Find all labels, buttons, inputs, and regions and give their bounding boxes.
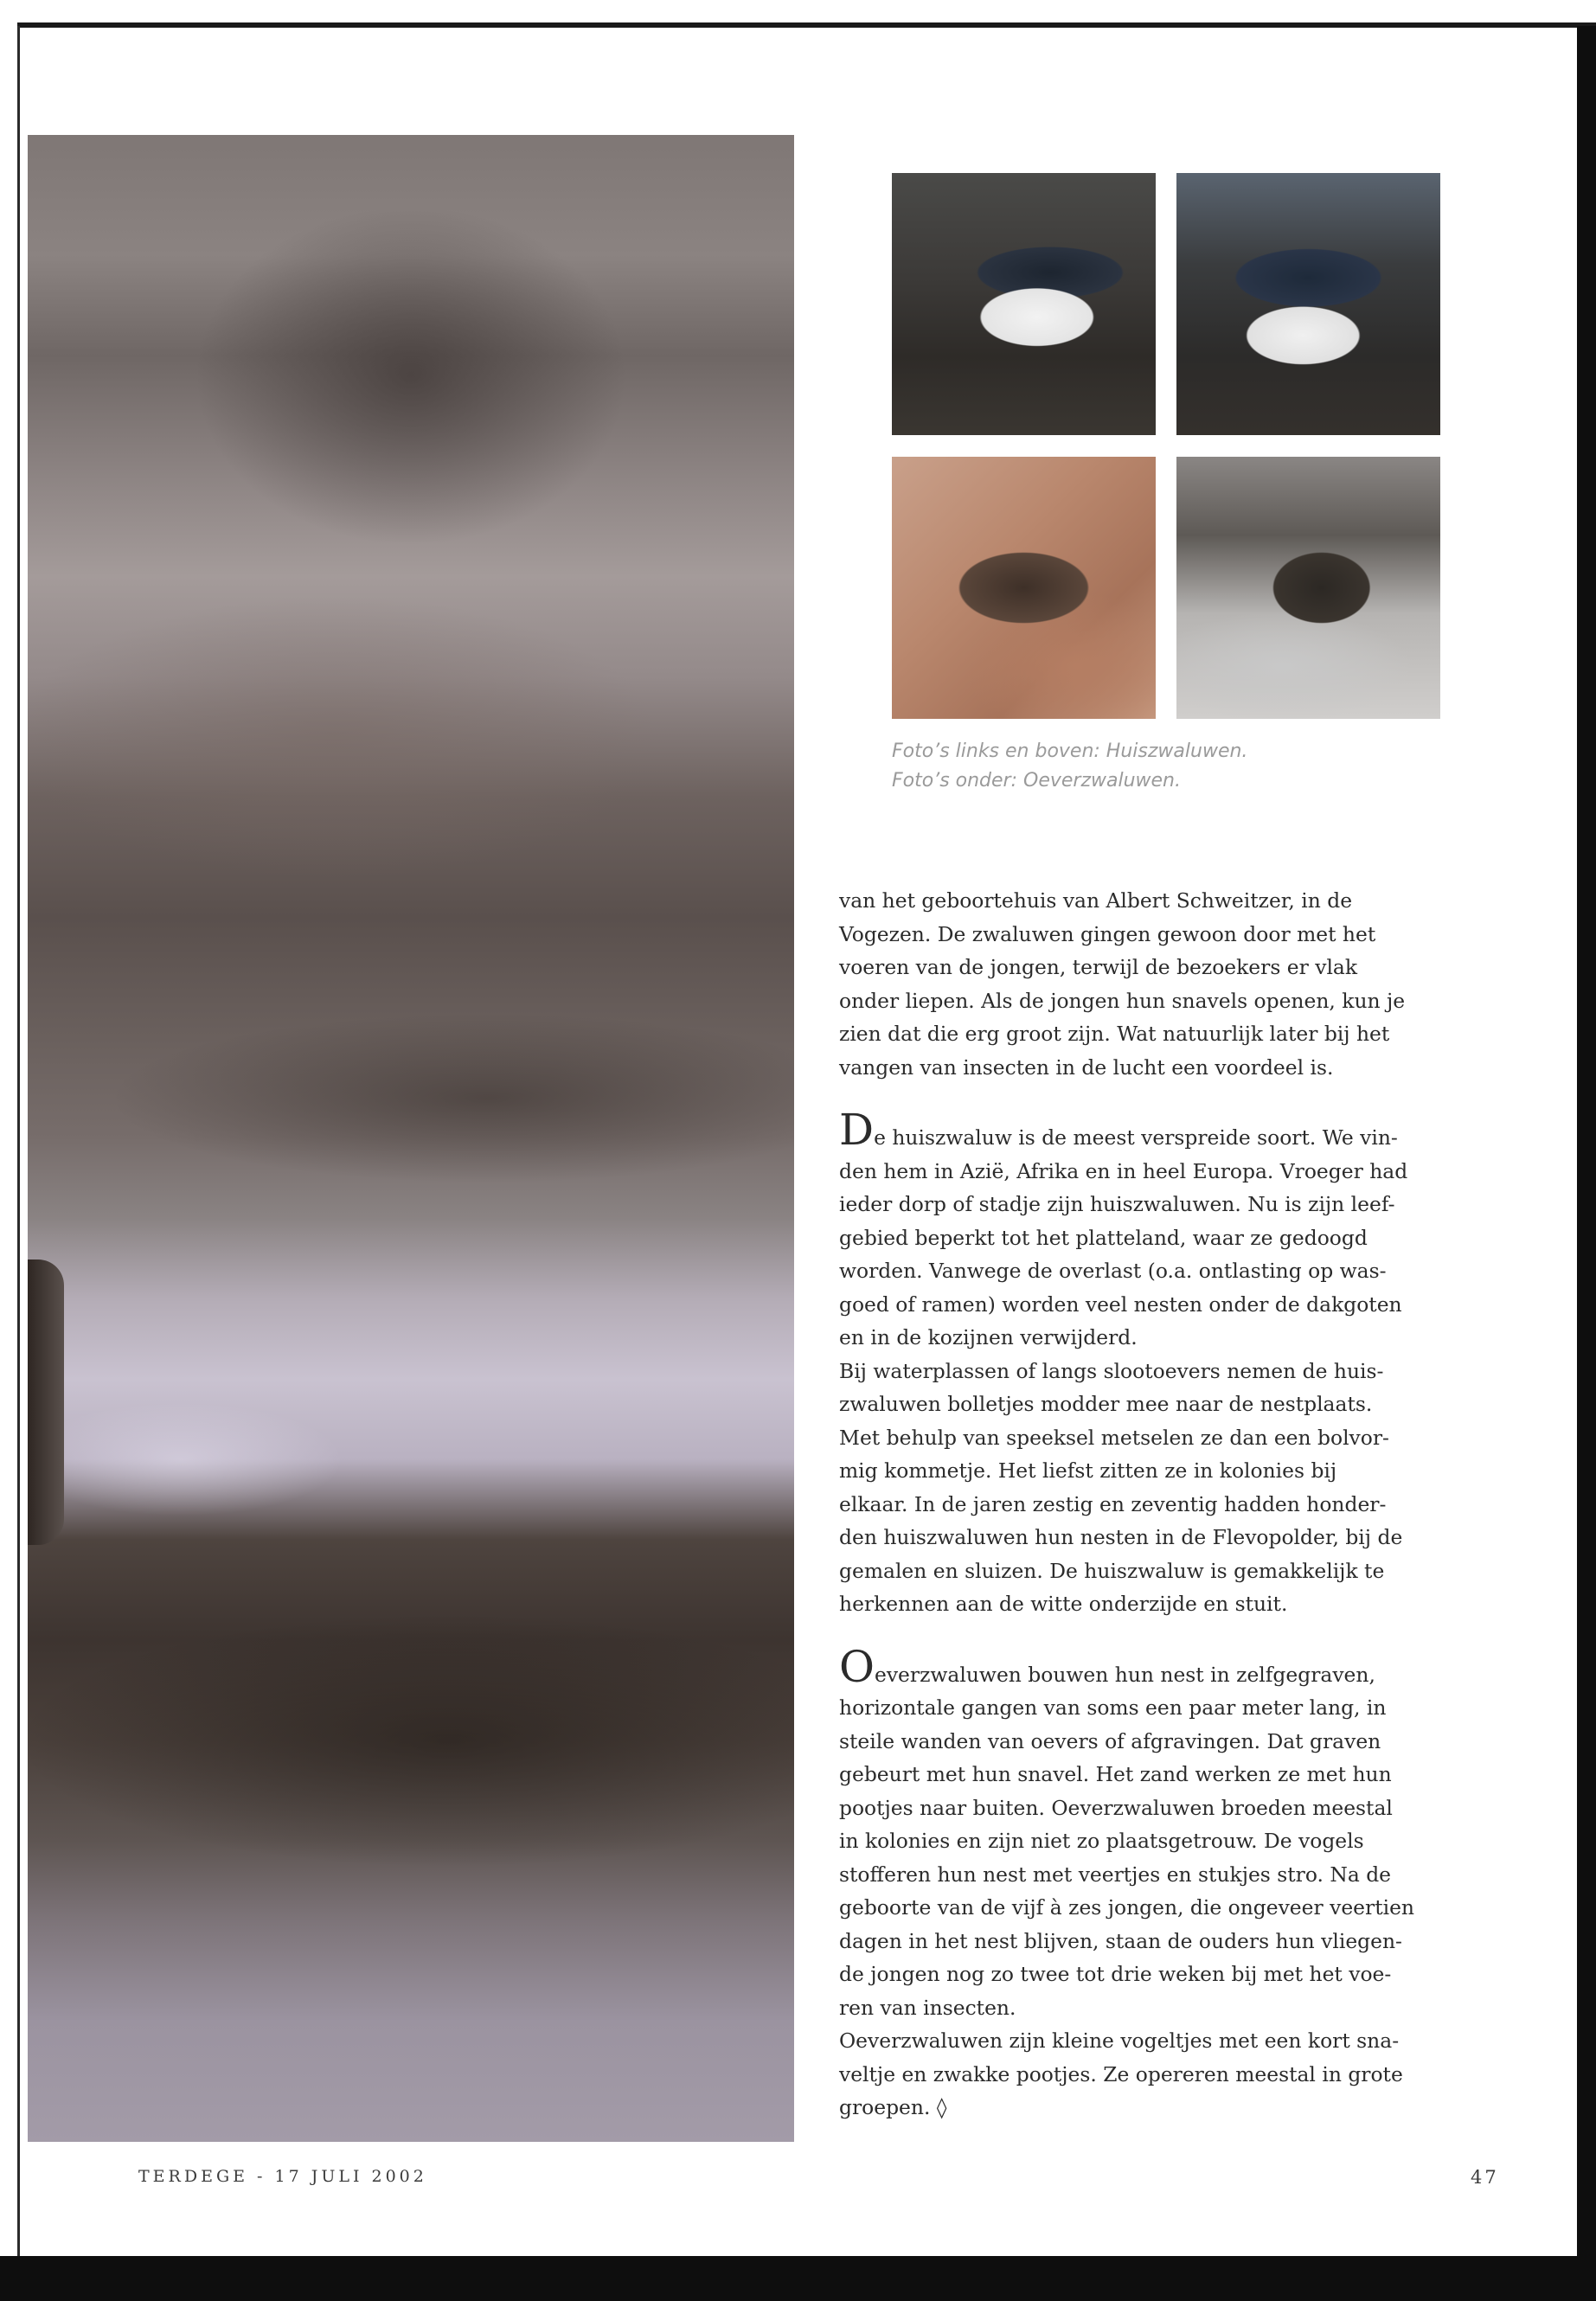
paragraph-first-line [839, 1641, 1497, 1692]
text-line: gebeurt met hun snavel. Het zand werken ze met hun [839, 1762, 1392, 1786]
text-line: de jongen nog zo twee tot drie weken bij met het voe- [839, 1962, 1392, 1986]
text-line: elkaar. In de jaren zestig en zeventig hadden honder- [839, 1491, 1387, 1516]
text-line: dagen in het nest blijven, staan de ouders hun vliegen- [839, 1928, 1402, 1953]
text-line: den huiszwaluwen hun nesten in de Flevopolder, bij de [839, 1525, 1403, 1549]
text-line: Met behulp van speeksel metselen ze dan een bolvor- [839, 1425, 1389, 1450]
text-line: stofferen hun nest met veertjes en stukjes stro. Na de [839, 1862, 1392, 1887]
text-line: voeren van de jongen, terwijl de bezoekers er vlak [839, 955, 1358, 979]
text-line: e huiszwaluw is de meest verspreide soort. We vin- [874, 1125, 1398, 1150]
text-line: worden. Vanwege de overlast (o.a. ontlasting op was- [839, 1259, 1387, 1283]
photo-caption [892, 737, 1497, 796]
text-line: goed of ramen) worden veel nesten onder de dakgoten [839, 1292, 1402, 1317]
footer-page-number: 47 [1471, 2167, 1499, 2188]
text-line: geboorte van de vijf à zes jongen, die ongeveer veertien [839, 1895, 1414, 1920]
photo-house-martin-1 [892, 173, 1156, 435]
text-line: steile wanden van oevers of afgravingen. Dat graven [839, 1728, 1381, 1753]
text-line: herkennen aan de witte onderzijde en stuit. [839, 1592, 1288, 1616]
text-line: in kolonies en zijn niet zo plaatsgetrouw. De vogels [839, 1829, 1364, 1853]
scan-edge-bottom [0, 2256, 1596, 2301]
photo-sand-martin-2 [1176, 457, 1440, 719]
text-line: en in de kozijnen verwijderd. [839, 1325, 1138, 1349]
scan-edge-left [17, 26, 20, 2258]
text-line: veltje en zwakke pootjes. Ze opereren meestal in grote [839, 2061, 1403, 2086]
dropcap: O [839, 1641, 875, 1692]
article-body [839, 884, 1497, 2125]
caption-line: Foto’s links en boven: Huiszwaluwen. [892, 740, 1248, 762]
text-line: pootjes naar buiten. Oeverzwaluwen broeden meestal [839, 1795, 1393, 1820]
text-line: Bij waterplassen of langs slootoevers nemen de huis- [839, 1358, 1384, 1383]
text-line: Vogezen. De zwaluwen gingen gewoon door met het [839, 921, 1376, 946]
photo-house-martin-2 [1176, 173, 1440, 435]
text-line: ren van insecten. [839, 1995, 1016, 2020]
text-line: gemalen en sluizen. De huiszwaluw is gemakkelijk te [839, 1558, 1385, 1583]
text-line: mig kommetje. Het liefst zitten ze in kolonies bij [839, 1458, 1337, 1483]
text-line: zien dat die erg groot zijn. Wat natuurlijk later bij het [839, 1022, 1390, 1046]
photo-sand-martin-1 [892, 457, 1156, 719]
text-line: gebied beperkt tot het platteland, waar ze gedoogd [839, 1225, 1368, 1250]
scan-edge-top [0, 0, 1596, 31]
caption-line: Foto’s onder: Oeverzwaluwen. [892, 770, 1181, 792]
scan-edge-right [1577, 26, 1596, 2301]
text-line: van het geboortehuis van Albert Schweitzer, in de [839, 888, 1353, 913]
text-line: den hem in Azië, Afrika en in heel Europa. Vroeger had [839, 1158, 1408, 1183]
text-line: horizontale gangen van soms een paar meter lang, in [839, 1695, 1387, 1720]
dropcap: D [839, 1105, 875, 1155]
text-line: everzwaluwen bouwen hun nest in zelfgegraven, [875, 1662, 1375, 1687]
footer-publication: TERDEGE - 17 JULI 2002 [138, 2167, 427, 2186]
text-line: zwaluwen bolletjes modder mee naar de nestplaats. [839, 1392, 1373, 1416]
text-line: ieder dorp of stadje zijn huiszwaluwen. Nu is zijn leef- [839, 1192, 1395, 1216]
text-line: groepen. ◊ [839, 2095, 947, 2119]
main-photo-mud-closeup [28, 135, 794, 2142]
text-line: Oeverzwaluwen zijn kleine vogeltjes met een kort sna- [839, 2029, 1400, 2053]
paragraph-first-line [839, 1105, 1497, 1155]
text-line: onder liepen. Als de jongen hun snavels openen, kun je [839, 988, 1406, 1013]
text-line: vangen van insecten in de lucht een voordeel is. [839, 1054, 1334, 1080]
